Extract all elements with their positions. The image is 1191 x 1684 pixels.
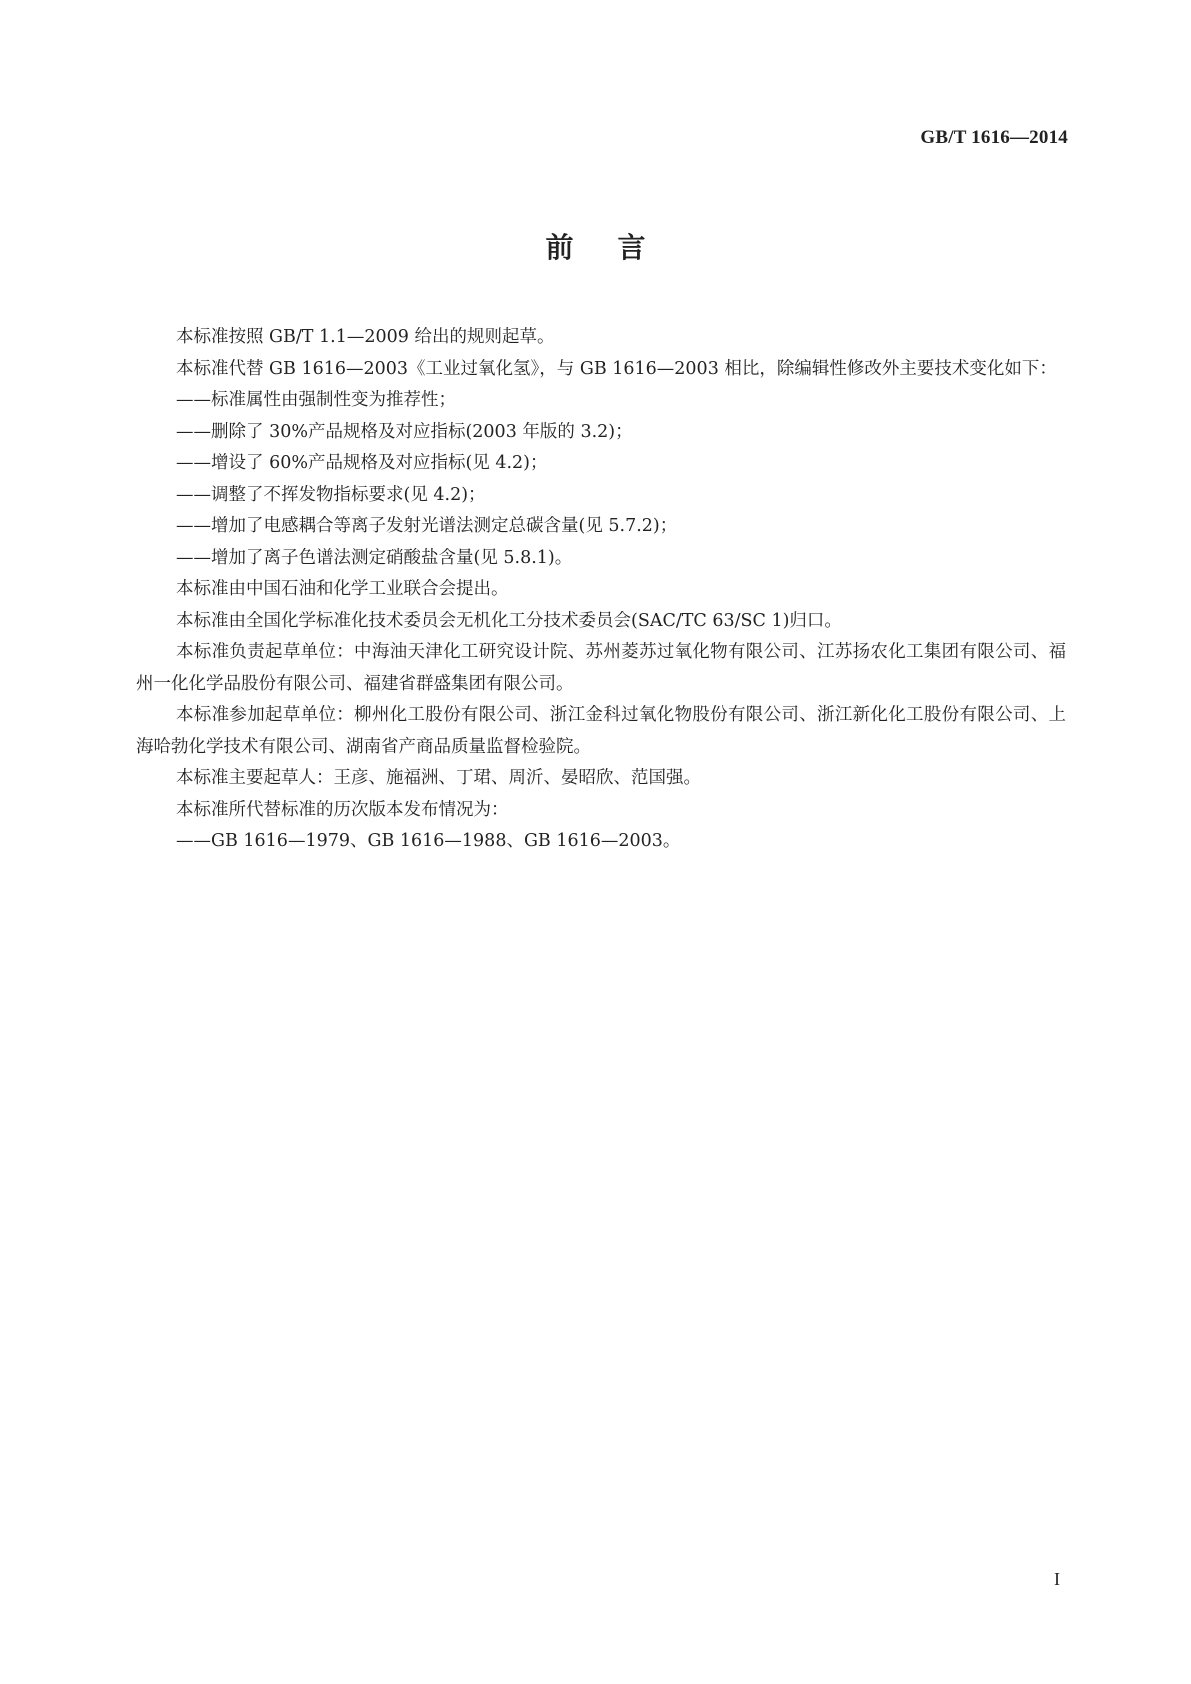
list-item-change: ——标准属性由强制性变为推荐性； <box>176 390 456 410</box>
foreword-body <box>136 322 1066 858</box>
list-item-change: ——增设了 60%产品规格及对应指标(见 4.2)； <box>176 453 548 473</box>
list-item-change: ——删除了 30%产品规格及对应指标(2003 年版的 3.2)； <box>176 421 633 442</box>
paragraph-drafting-rules: 本标准按照 GB/T 1.1—2009 给出的规则起草。 <box>176 327 555 347</box>
paragraph-participating-drafters: 本标准参加起草单位：柳州化工股份有限公司、浙江金科过氧化物股份有限公司、浙江新化化工股份有限公司、上海哈勃化学技术有限公司、湖南省产商品质量监督检验院。 <box>136 705 1066 757</box>
list-item-change: ——增加了离子色谱法测定硝酸盐含量(见 5.8.1)。 <box>176 547 573 568</box>
paragraph-responsible-committee: 本标准由全国化学标准化技术委员会无机化工分技术委员会(SAC/TC 63/SC 1)归口。 <box>176 610 842 631</box>
list-item-change: ——增加了电感耦合等离子发射光谱法测定总碳含量(见 5.7.2)； <box>176 516 678 536</box>
page-title: 前言 <box>545 231 690 264</box>
paragraph-proposer: 本标准由中国石油和化学工业联合会提出。 <box>176 579 509 599</box>
paragraph-main-drafters: 本标准主要起草人：王彦、施福洲、丁珺、周沂、晏昭欣、范国强。 <box>176 768 701 788</box>
paragraph-version-history: 本标准所代替标准的历次版本发布情况为： <box>176 799 509 820</box>
list-item-change: ——调整了不挥发物指标要求(见 4.2)； <box>176 484 486 505</box>
paragraph-replacement: 本标准代替 GB 1616—2003《工业过氧化氢》，与 GB 1616—2003 相比，除编辑性修改外主要技术变化如下： <box>176 358 1057 379</box>
paragraph-lead-drafters: 本标准负责起草单位：中海油天津化工研究设计院、苏州菱苏过氧化物有限公司、江苏扬农化工集团有限公司、福州一化化学品股份有限公司、福建省群盛集团有限公司。 <box>136 642 1066 694</box>
page-number: I <box>1054 1569 1060 1589</box>
document-code: GB/T 1616—2014 <box>920 127 1068 148</box>
list-item-previous-versions: ——GB 1616—1979、GB 1616—1988、GB 1616—2003。 <box>176 831 681 851</box>
